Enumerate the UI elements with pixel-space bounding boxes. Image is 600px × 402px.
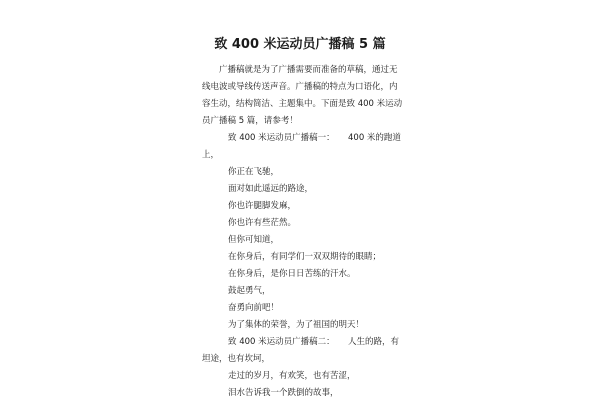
piece2-heading: 致 400 米运动员广播稿二： bbox=[228, 337, 335, 347]
piece2-continuation: 坦途，也有坎坷， bbox=[202, 354, 271, 364]
poem-line: 你正在飞驰， bbox=[228, 167, 280, 177]
document-body bbox=[202, 62, 404, 402]
poem-line: 为了集体的荣誉，为了祖国的明天！ bbox=[228, 320, 365, 330]
poem-line: 面对如此遥远的路途， bbox=[228, 184, 314, 194]
piece1-continuation: 上， bbox=[202, 150, 220, 160]
poem-line: 泪水告诉我一个跌倒的故事， bbox=[228, 388, 339, 398]
document-title: 致 400 米运动员广播稿 5 篇 bbox=[214, 37, 386, 52]
poem-line: 你也许有些茫然。 bbox=[228, 218, 297, 228]
poem-line: 在你身后，有同学们一双双期待的眼睛； bbox=[228, 252, 382, 262]
poem-line: 奋勇向前吧！ bbox=[228, 303, 280, 313]
piece1-heading: 致 400 米运动员广播稿一： bbox=[228, 133, 335, 143]
poem-line: 你也许腿脚发麻， bbox=[228, 201, 297, 211]
intro-paragraph: 广播稿就是为了广播需要而准备的草稿，通过无线电波或导线传送声音。广播稿的特点为口语化，内容生动，结构简洁、主题集中。下面是致 400 米运动员广播稿 5 篇，请参考！ bbox=[202, 65, 403, 126]
piece2-heading-line bbox=[202, 334, 404, 351]
piece2-heading-tail: 人生的路，有 bbox=[348, 337, 400, 347]
poem-line: 在你身后，是你日日苦练的汗水。 bbox=[228, 269, 356, 279]
poem-line: 鼓起勇气， bbox=[228, 286, 271, 296]
poem-line: 走过的岁月，有欢笑，也有苦涩， bbox=[228, 371, 356, 381]
piece1-heading-line bbox=[202, 130, 404, 147]
poem-line: 但你可知道， bbox=[228, 235, 280, 245]
piece1-heading-tail: 400 米的跑道 bbox=[348, 133, 401, 143]
